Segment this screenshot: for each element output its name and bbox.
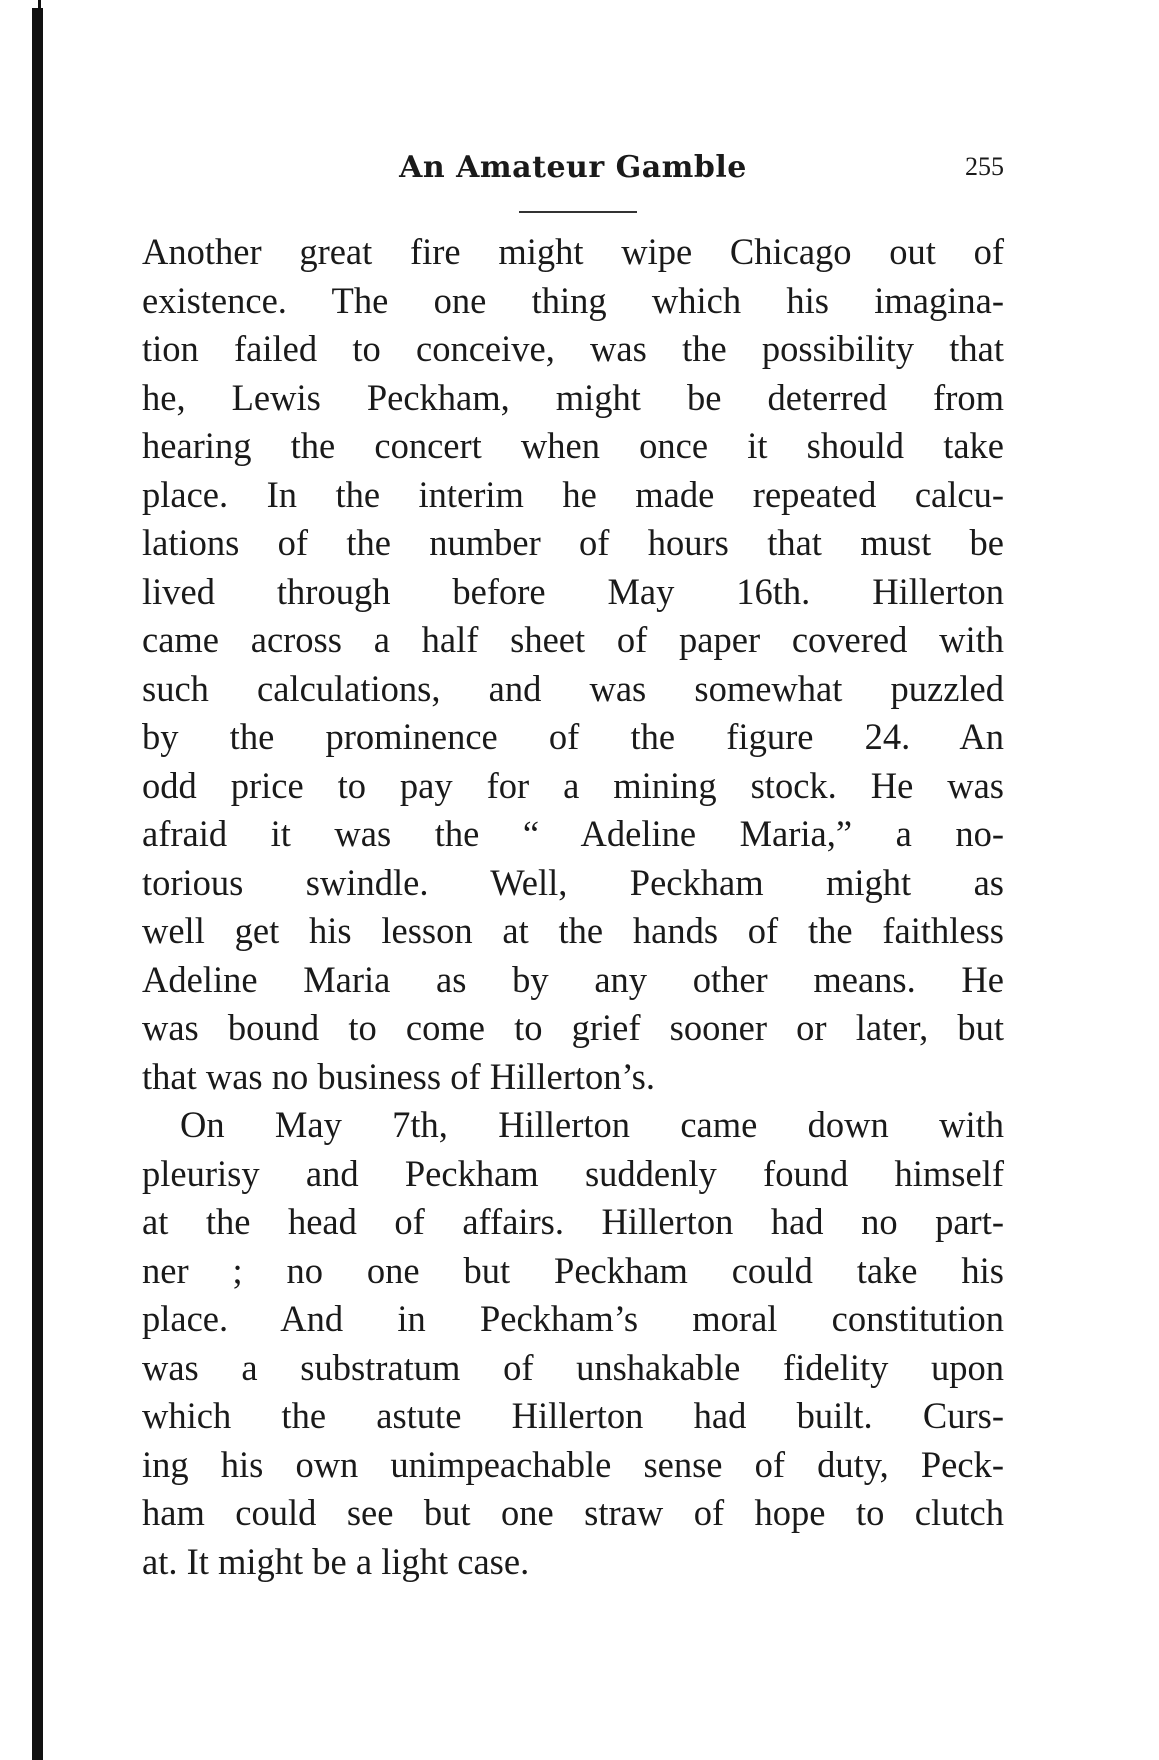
text-line: Another great fire might wipe Chicago out of xyxy=(142,231,1004,272)
text-line: was a substratum of unshakable fidelity upon xyxy=(142,1346,1004,1388)
page-number: 255 xyxy=(965,152,1004,181)
text-line: torious swindle. Well, Peckham might as xyxy=(142,861,1004,903)
text-line: that was no business of Hillerton’s. xyxy=(142,1055,655,1097)
running-title: An Amateur Gamble xyxy=(399,150,747,185)
head-rule xyxy=(519,211,637,213)
text-line: On May 7th, Hillerton came down with xyxy=(180,1104,1004,1145)
text-line: was bound to come to grief sooner or later, but xyxy=(142,1007,1004,1048)
text-line: ham could see but one straw of hope to clutch xyxy=(142,1492,1004,1533)
text-line: lations of the number of hours that must be xyxy=(142,522,1004,563)
text-line: which the astute Hillerton had built. Curs- xyxy=(142,1395,1004,1436)
paragraph-2 xyxy=(142,1101,1004,1586)
text-line: ing his own unimpeachable sense of duty, Peck- xyxy=(142,1443,1004,1485)
text-line: ner ; no one but Peckham could take his xyxy=(142,1249,1004,1291)
text-line: afraid it was the “ Adeline Maria,” a no- xyxy=(142,813,1004,854)
text-line: well get his lesson at the hands of the faithless xyxy=(142,910,1004,951)
text-line: lived through before May 16th. Hillerton xyxy=(142,570,1004,612)
paragraph-1 xyxy=(142,228,1004,1101)
text-line: Adeline Maria as by any other means. He xyxy=(142,958,1004,1000)
page-binding-edge xyxy=(32,8,43,1760)
text-line: pleurisy and Peckham suddenly found himself xyxy=(142,1152,1004,1194)
text-line: hearing the concert when once it should take xyxy=(142,425,1004,466)
text-line: at the head of affairs. Hillerton had no part- xyxy=(142,1201,1004,1242)
running-head xyxy=(142,150,1004,190)
text-line: place. In the interim he made repeated calcu- xyxy=(142,473,1004,515)
body-text xyxy=(142,228,1004,1586)
page-binding-edge-top xyxy=(38,0,41,80)
text-line: odd price to pay for a mining stock. He was xyxy=(142,764,1004,806)
text-line: tion failed to conceive, was the possibility that xyxy=(142,328,1004,369)
text-line: such calculations, and was somewhat puzzled xyxy=(142,667,1004,709)
text-line: at. It might be a light case. xyxy=(142,1540,530,1582)
text-line: place. And in Peckham’s moral constitution xyxy=(142,1298,1004,1339)
text-line: existence. The one thing which his imagina- xyxy=(142,279,1004,321)
text-line: he, Lewis Peckham, might be deterred from xyxy=(142,376,1004,418)
text-line: by the prominence of the figure 24. An xyxy=(142,716,1004,757)
text-line: came across a half sheet of paper covered with xyxy=(142,619,1004,660)
